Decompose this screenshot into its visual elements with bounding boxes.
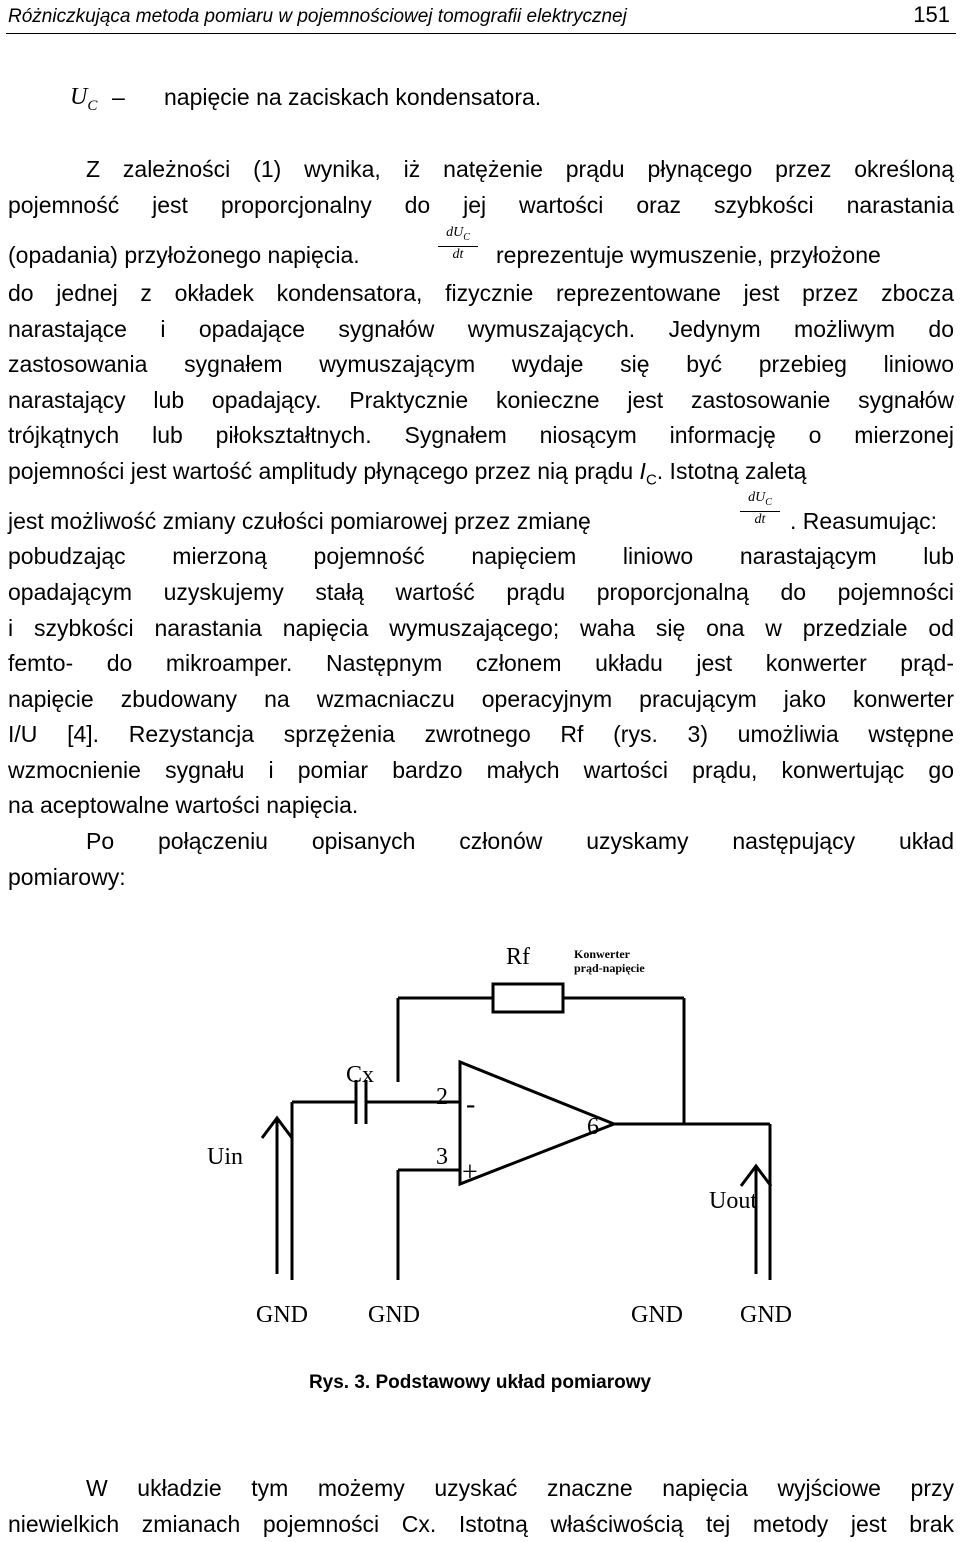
label-gnd: GND: [631, 1302, 683, 1328]
text-line: narastający lub opadający. Praktycznie konieczne jest zastosowanie sygnałów: [8, 387, 954, 413]
text-line: I/U [4]. Rezystancja sprzężenia zwrotnego Rf (rys. 3) umożliwia wstępne: [8, 721, 954, 747]
text-line: zastosowania sygnałem wymuszającym wydaje się być przebieg liniowo: [8, 351, 954, 377]
definition-text: napięcie na zaciskach kondensatora.: [164, 84, 542, 110]
label-plus: +: [462, 1157, 478, 1188]
figure-caption: Rys. 3. Podstawowy układ pomiarowy: [308, 1372, 652, 1393]
text-line: narastające i opadające sygnałów wymuszających. Jedynym możliwym do: [8, 316, 954, 342]
text-line: i szybkości narastania napięcia wymuszającego; waha się ona w przedziale od: [8, 615, 954, 641]
label-pin-3: 3: [436, 1144, 448, 1170]
text-line: Z zależności (1) wynika, iż natężenie prądu płynącego przez określoną: [86, 156, 954, 182]
label-cx: Cx: [346, 1062, 375, 1088]
text-line: pojemności jest wartość amplitudy płynącego przez nią prądu $I_C$. Istotną zaletą: [8, 458, 807, 489]
text-line: niewielkich zmianach pojemności Cx. Istotną właściwością tej metody jest brak: [8, 1511, 954, 1537]
fraction-du-dt: $dU_C$ dt: [740, 491, 780, 527]
fraction-du-dt: $dU_C$ dt: [438, 226, 478, 262]
label-gnd: GND: [740, 1302, 792, 1328]
label-gnd: GND: [256, 1302, 308, 1328]
label-gnd: GND: [368, 1302, 420, 1328]
text-line: trójkątnych lub piłokształtnych. Sygnałem niosącym informację o mierzonej: [8, 422, 954, 448]
text-line: (opadania) przyłożonego napięcia.: [8, 242, 360, 268]
text-line: W układzie tym możemy uzyskać znaczne napięcia wyjściowe przy: [86, 1475, 954, 1501]
symbol-uc: $U_C$: [70, 84, 98, 114]
text-line: opadającym uzyskujemy stałą wartość prądu proporcjonalną do pojemności: [8, 579, 954, 605]
text-line: do jednej z okładek kondensatora, fizycznie reprezentowane jest przez zbocza: [8, 280, 954, 306]
text-line: Po połączeniu opisanych członów uzyskamy następujący układ: [86, 828, 954, 854]
running-header-title: Różniczkująca metoda pomiaru w pojemnościowej tomografii elektrycznej: [8, 6, 627, 27]
label-minus: -: [466, 1089, 476, 1120]
label-rf: Rf: [506, 944, 530, 970]
text-line: pobudzając mierzoną pojemność napięciem liniowo narastającym lub: [8, 543, 954, 569]
circuit-diagram: [0, 920, 960, 1360]
text-line: pojemność jest proporcjonalny do jej wartości oraz szybkości narastania: [8, 192, 954, 218]
text-line: reprezentuje wymuszenie, przyłożone: [496, 242, 881, 268]
definition-dash: –: [112, 84, 125, 110]
page-number: 151: [913, 2, 950, 27]
text-line: pomiarowy:: [8, 864, 126, 890]
label-konwerter-type: prąd-napięcie: [574, 961, 645, 975]
text-line: femto- do mikroamper. Następnym członem układu jest konwerter prąd-: [8, 650, 954, 676]
text-line: wzmocnienie sygnału i pomiar bardzo małych wartości prądu, konwertując go: [8, 757, 954, 783]
text-line: napięcie zbudowany na wzmacniaczu operacyjnym pracującym jako konwerter: [8, 686, 954, 712]
label-pin-6: 6: [587, 1114, 599, 1140]
text-line: jest możliwość zmiany czułości pomiarowej przez zmianę: [8, 508, 591, 534]
label-pin-2: 2: [436, 1084, 448, 1110]
header-rule: [6, 33, 956, 34]
label-uin: Uin: [207, 1144, 243, 1170]
label-konwerter: Konwerter: [574, 947, 630, 961]
text-line: . Reasumując:: [790, 508, 938, 534]
label-uout: Uout: [709, 1188, 757, 1214]
text-line: na aceptowalne wartości napięcia.: [8, 792, 359, 818]
